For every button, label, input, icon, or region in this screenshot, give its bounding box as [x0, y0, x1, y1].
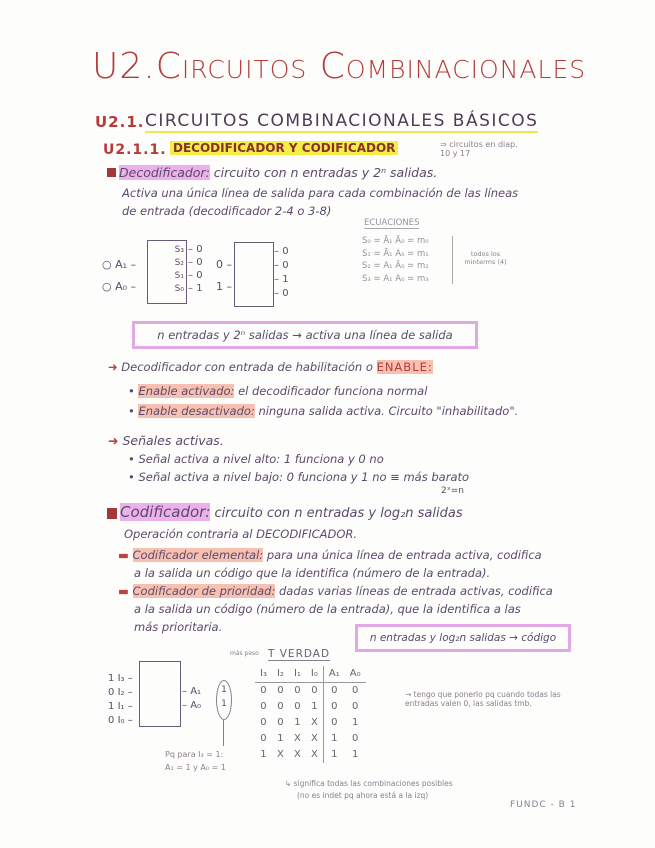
output-label: A₀ — [190, 700, 202, 711]
brace — [448, 236, 453, 284]
signals-item-text: Señal activa a nivel alto: 1 funciona y 0 no — [138, 452, 384, 466]
table-row — [255, 747, 366, 763]
table-cell: 1 — [351, 749, 359, 760]
input-value: 0 — [216, 258, 223, 271]
table-cell: 1 — [311, 701, 318, 712]
table-cell: 0 — [260, 685, 267, 696]
encoder-summary-box: n entradas y log₂n salidas → código — [355, 624, 571, 652]
note-line: (no es indet pq ahora está a la izq) — [297, 791, 429, 800]
table-cell: 0 — [351, 733, 359, 744]
table-cell: 0 — [323, 715, 344, 731]
input-label: A₀ — [115, 280, 128, 293]
weight-note: más peso — [230, 650, 259, 657]
input-label: I₃ — [117, 673, 125, 684]
equations-title: ECUACIONES — [364, 218, 420, 228]
enable-item-term: Enable desactivado: — [138, 404, 255, 418]
encoder-type-text: a la salida un código que la identifica (número de la entrada). — [134, 566, 491, 580]
table-cell: 0 — [277, 685, 284, 696]
column-header: I₀ — [306, 666, 323, 683]
table-cell: X — [293, 749, 301, 760]
table-header-row — [255, 666, 366, 683]
title-unit: U2. — [92, 46, 156, 87]
encoder-definition: circuito con n entradas y log₂n salidas — [214, 506, 463, 521]
encoder-annotation: 2ˣ=n — [441, 486, 464, 496]
output-value: 1 — [196, 283, 203, 294]
signals-heading — [108, 433, 224, 448]
bullet-square — [107, 508, 117, 519]
table-cell: X — [310, 749, 318, 760]
table-cell: 0 — [323, 683, 344, 700]
output-value: 0 — [282, 260, 289, 271]
table-cell: 1 — [277, 733, 284, 744]
truth-table-title: T VERDAD — [268, 648, 331, 660]
subsection-note: ⇒ circuitos en diap. 10 y 17 — [440, 140, 518, 158]
row-note: → tengo que ponerlo pq cuando todas las entradas valen 0, las salidas tmb. — [405, 690, 561, 708]
column-header: A₁ — [323, 666, 344, 683]
decoder-heading — [119, 165, 437, 180]
output-value: 0 — [196, 257, 203, 268]
equations-list — [362, 235, 429, 285]
note-line: Pq para I₃ = 1: — [165, 750, 224, 759]
encoder-term: Codificador: — [120, 503, 211, 521]
table-row — [255, 715, 366, 731]
dash-icon: ▬ — [118, 548, 129, 562]
note-line: ↳ significa todas las combinaciones posibles — [285, 779, 453, 788]
title-text: Circuitos Combinacionales — [155, 46, 587, 87]
decoder1-values: – 0 – 0 – 0 – 1 — [188, 244, 203, 294]
table-cell: 0 — [260, 733, 267, 744]
column-header: I₁ — [289, 666, 306, 683]
equation: S₁ = Ā₁ A₀ = m₁ — [362, 248, 429, 259]
output-value: 1 — [221, 699, 227, 709]
equation: S₃ = A₁ A₀ = m₃ — [362, 273, 429, 284]
table-row — [255, 699, 366, 715]
encoder-heading — [120, 503, 463, 521]
equations-note: todos los minterms (4) — [464, 250, 507, 266]
encoder-type — [118, 546, 542, 582]
page-title — [92, 46, 586, 87]
decoder2-values: – 0 – 0 – 1 – 0 — [274, 246, 289, 299]
page-footer: FUNDC - B 1 — [510, 800, 577, 810]
subsection-number: U2.1.1. — [103, 142, 167, 158]
x-note — [285, 778, 453, 802]
encoder-type-text: a la salida un código (número de la entrada), que la identifica a las — [134, 602, 521, 616]
equation: S₀ = Ā₁ Ā₀ = m₀ — [362, 236, 429, 246]
encoder-diagram-note — [165, 748, 226, 774]
signals-heading-text: Señales activas. — [122, 433, 224, 448]
column-header: I₂ — [272, 666, 289, 683]
encoder-type-text: dadas varias líneas de entrada activas, codifica — [279, 584, 553, 598]
table-cell: 0 — [277, 701, 284, 712]
input-label: I₂ — [117, 687, 125, 698]
enable-heading — [108, 360, 433, 374]
section-number: U2.1. — [95, 113, 145, 131]
enable-keyword: ENABLE: — [376, 360, 433, 374]
decoder2-inputs: 0 – 1 – — [216, 258, 232, 293]
encoder-inputs: 1 I₃ – 0 I₂ – 1 I₁ – 0 I₀ – — [108, 673, 133, 726]
output-label: S₁ — [174, 271, 184, 281]
output-value: 1 — [282, 274, 289, 285]
decoder-line1: Activa una única línea de salida para cada combinación de las líneas — [122, 186, 519, 200]
bullet-square — [107, 168, 116, 177]
note-line: A₁ = 1 y A₀ = 1 — [165, 763, 226, 772]
table-cell: 1 — [323, 731, 344, 747]
table-cell: 0 — [294, 701, 301, 712]
enable-item: • Enable desactivado: ninguna salida activa. Circuito "inhabilitado". — [128, 404, 519, 418]
encoder-type-term: Codificador elemental: — [132, 548, 264, 562]
decoder1-block — [147, 240, 187, 304]
decoder-line2: de entrada (decodificador 2-4 o 3-8) — [122, 204, 332, 218]
output-label: A₁ — [190, 686, 202, 697]
decoder-definition: circuito con n entradas y 2ⁿ salidas. — [213, 165, 438, 180]
input-label: I₁ — [117, 701, 125, 712]
enable-item-term: Enable activado: — [138, 384, 235, 398]
input-value: 0 — [108, 715, 115, 726]
table-cell: 1 — [260, 749, 267, 760]
encoder-outputs: – A₁ – A₀ — [182, 686, 202, 711]
signals-item: • Señal activa a nivel alto: 1 funciona y 0 no — [128, 452, 384, 466]
enable-item-text: el decodificador funciona normal — [238, 384, 428, 398]
decoder-term: Decodificador: — [119, 165, 210, 180]
decoder2-block — [234, 242, 274, 307]
truth-table — [255, 666, 366, 763]
table-cell: 0 — [351, 701, 359, 712]
table-cell: 0 — [260, 717, 267, 728]
output-value: 0 — [282, 288, 289, 299]
encoder-type-term: Codificador de prioridad: — [132, 584, 276, 598]
table-cell: 0 — [311, 685, 318, 696]
table-cell: 1 — [323, 747, 344, 763]
table-cell: 0 — [351, 685, 359, 696]
enable-item: • Enable activado: el decodificador funciona normal — [128, 384, 428, 398]
output-label: S₀ — [174, 284, 184, 294]
input-value: 1 — [108, 701, 115, 712]
input-value: 1 — [216, 280, 223, 293]
arrow-icon: ➜ — [108, 433, 119, 448]
output-value: 0 — [196, 244, 203, 255]
table-cell: 0 — [260, 701, 267, 712]
arrow-icon: ➜ — [108, 360, 118, 374]
column-header: A₀ — [345, 666, 366, 683]
equation: S₂ = A₁ Ā₀ = m₂ — [362, 261, 429, 271]
output-label: S₂ — [174, 258, 184, 268]
section-title: CIRCUITOS COMBINACIONALES BÁSICOS — [145, 111, 539, 131]
output-value: 1 — [221, 685, 227, 695]
table-cell: 0 — [323, 699, 344, 715]
table-cell: X — [277, 749, 284, 760]
table-cell: X — [293, 733, 301, 744]
table-cell: X — [310, 733, 318, 744]
table-cell: 1 — [351, 717, 359, 728]
input-label: A₁ — [115, 258, 128, 271]
encoder-line1: Operación contraria al DECODIFICADOR. — [124, 527, 358, 541]
table-cell: 0 — [294, 685, 301, 696]
input-value: 1 — [108, 673, 115, 684]
encoder-output-values — [216, 680, 232, 720]
output-value: 0 — [282, 246, 289, 257]
output-value: 0 — [196, 270, 203, 281]
decoder-summary-box: n entradas y 2ⁿ salidas → activa una línea de salida — [132, 321, 478, 349]
encoder-type-text: más prioritaria. — [134, 620, 223, 634]
table-cell: X — [310, 717, 318, 728]
input-value: 0 — [108, 687, 115, 698]
input-label: I₀ — [117, 715, 125, 726]
output-label: S₃ — [174, 245, 184, 255]
table-row — [255, 731, 366, 747]
signals-item: • Señal activa a nivel bajo: 0 funciona y 1 no ≡ más barato — [128, 470, 470, 484]
dash-icon: ▬ — [118, 584, 129, 598]
subsection-title: DECODIFICADOR Y CODIFICADOR — [170, 141, 398, 155]
enable-heading-text: Decodificador con entrada de habilitación o — [121, 360, 373, 374]
table-cell: 0 — [277, 717, 284, 728]
pointer-line — [223, 720, 224, 746]
encoder-block — [139, 661, 181, 727]
encoder-type-text: para una única línea de entrada activa, codifica — [266, 548, 542, 562]
decoder1-inputs: ○ A₁ – ○ A₀ – — [102, 258, 137, 293]
table-row — [255, 683, 366, 700]
signals-item-text: Señal activa a nivel bajo: 0 funciona y 1 no ≡ más barato — [138, 470, 470, 484]
enable-item-text: ninguna salida activa. Circuito "inhabilitado". — [258, 404, 519, 418]
table-cell: 1 — [294, 717, 301, 728]
column-header: I₃ — [255, 666, 272, 683]
